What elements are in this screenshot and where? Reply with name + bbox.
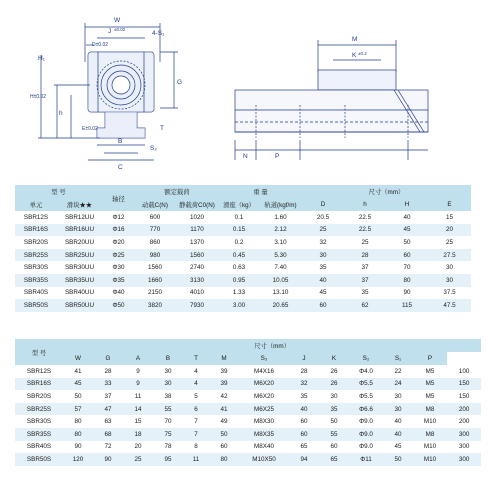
table-cell: 35 (344, 287, 386, 300)
table-cell: 0.15 (219, 224, 259, 237)
table-cell: M8 (413, 403, 447, 416)
table-row (15, 261, 471, 274)
table-row (15, 236, 471, 249)
table-cell: 300 (447, 428, 481, 441)
table-cell: 4 (183, 365, 209, 378)
table-cell: 980 (135, 249, 175, 262)
label-E-tol: E±0.02 (82, 126, 98, 132)
table-cell: 22.5 (344, 224, 386, 237)
table-cell: 37 (344, 261, 386, 274)
table-cell: SBR16UU (57, 224, 102, 237)
table-cell: Φ9.0 (349, 441, 383, 454)
table-row (15, 365, 481, 378)
table-cell: M4X16 (239, 365, 289, 378)
table-cell: SBR12UU (57, 211, 102, 224)
table-cell: 15 (428, 211, 471, 224)
table2-header-row1 (15, 339, 481, 352)
table-cell: 26 (319, 378, 349, 391)
table-row (15, 403, 481, 416)
table-cell: 26 (319, 365, 349, 378)
table-row (15, 299, 471, 312)
spec-table-load (15, 185, 471, 312)
table-cell: SBR40UU (57, 287, 102, 300)
table-cell: M6X25 (239, 403, 289, 416)
label-G: G (177, 79, 183, 86)
table-cell: 28 (344, 249, 386, 262)
table-cell: 100 (447, 365, 481, 378)
table-cell: 78 (153, 441, 183, 454)
table-cell: 40 (383, 428, 413, 441)
table-cell: 39 (209, 365, 239, 378)
table-cell: 11 (183, 453, 209, 466)
table-cell: 200 (447, 415, 481, 428)
table-cell: 80 (63, 415, 93, 428)
table-cell: Φ40 (102, 287, 135, 300)
table-cell: 95 (153, 453, 183, 466)
header-h: h (344, 198, 386, 211)
table-cell: M8 (413, 428, 447, 441)
table-cell: 90 (93, 453, 123, 466)
label-W: W (114, 17, 121, 24)
table-cell: SBR50UU (57, 299, 102, 312)
table-cell: 25 (123, 453, 153, 466)
table-cell: Φ35 (102, 274, 135, 287)
table-cell: 60 (386, 249, 428, 262)
table-cell: 6 (183, 403, 209, 416)
table-cell: 20 (428, 224, 471, 237)
table-cell: 1660 (135, 274, 175, 287)
table-cell: 60 (289, 415, 319, 428)
label-h: h (59, 110, 63, 117)
table-cell: SBR12S (15, 365, 63, 378)
table-cell: SBR20UU (57, 236, 102, 249)
table-cell: 68 (93, 428, 123, 441)
table-cell: 24 (383, 378, 413, 391)
side-view (235, 40, 428, 160)
table-cell: 47.5 (428, 299, 471, 312)
header-dyn-load: 动载C(N) (135, 198, 175, 211)
table-cell: 32 (289, 378, 319, 391)
table-cell: M10 (413, 453, 447, 466)
table-cell: SBR50S (15, 453, 63, 466)
label-N: N (243, 153, 248, 160)
table-cell: 7930 (175, 299, 219, 312)
table-cell: M8X35 (239, 428, 289, 441)
table-cell: 45 (386, 224, 428, 237)
table1-header-row1 (15, 185, 471, 198)
table-cell: 3130 (175, 274, 219, 287)
table-cell: 30 (428, 261, 471, 274)
table-cell: Φ9.0 (349, 415, 383, 428)
header-slide-weight: 滑座（kg） (219, 198, 259, 211)
table-cell: 47 (93, 403, 123, 416)
table-cell: 15 (123, 415, 153, 428)
header-block: 滑块★★ (57, 198, 102, 211)
table-cell: M6X20 (239, 390, 289, 403)
table-cell: M5 (413, 390, 447, 403)
table-cell: 37 (344, 274, 386, 287)
table-cell: 60 (319, 441, 349, 454)
table-cell: Φ6.6 (349, 403, 383, 416)
table-cell: 45 (383, 441, 413, 454)
table-cell: 35 (319, 403, 349, 416)
table-cell: 35 (289, 390, 319, 403)
header-D: D (302, 198, 344, 211)
header-cell: S₃ (239, 352, 289, 365)
header-unit: 单元 (15, 198, 57, 211)
table-cell: 13.10 (259, 287, 302, 300)
table-cell: 30 (153, 378, 183, 391)
header-shaft: 轴径 (102, 185, 135, 211)
table-cell: 11 (123, 390, 153, 403)
table-cell: 770 (135, 224, 175, 237)
table-cell: 1020 (175, 211, 219, 224)
header-static-load: 静载荷C0(N) (175, 198, 219, 211)
table-cell: 4 (183, 378, 209, 391)
table-cell: Φ11 (349, 453, 383, 466)
table-row (15, 415, 481, 428)
header-rated-load: 额定载荷 (135, 185, 219, 198)
table-cell: Φ25 (102, 249, 135, 262)
table-cell: SBR20S (15, 236, 57, 249)
header-cell: S₁ (383, 352, 413, 365)
table-cell: SBR30S (15, 261, 57, 274)
header-rail-weight: 轨道(kgf/m) (259, 198, 302, 211)
header-cell: K (319, 352, 349, 365)
table-cell: 20 (123, 441, 153, 454)
table-cell: 90 (63, 441, 93, 454)
table-cell: 0.1 (219, 211, 259, 224)
table-cell: 1.60 (259, 211, 302, 224)
table-cell: 150 (447, 390, 481, 403)
table-cell: 60 (289, 428, 319, 441)
table-cell: 5.30 (259, 249, 302, 262)
table-cell: 32 (302, 236, 344, 249)
table-row (15, 274, 471, 287)
table-cell: 42 (209, 390, 239, 403)
table-cell: 25 (344, 236, 386, 249)
table-cell: 30 (302, 249, 344, 262)
table-cell: 65 (289, 441, 319, 454)
header-cell: S₂ (349, 352, 383, 365)
table-cell: SBR35S (15, 428, 63, 441)
label-M: M (352, 36, 358, 43)
table-cell: 20.65 (259, 299, 302, 312)
table-cell: 3.10 (259, 236, 302, 249)
table-cell: 39 (209, 378, 239, 391)
header-cell: B (153, 352, 183, 365)
header-cell: W (63, 352, 93, 365)
table-cell: 2150 (135, 287, 175, 300)
table-cell: 37 (93, 390, 123, 403)
table-row (15, 224, 471, 237)
table-cell: 0.95 (219, 274, 259, 287)
table-cell: SBR16S (15, 378, 63, 391)
table-cell: 49 (209, 415, 239, 428)
label-J: J (108, 28, 112, 35)
table-cell: 60 (302, 299, 344, 312)
table-cell: 40 (302, 274, 344, 287)
label-B: B (118, 138, 123, 145)
table-cell: 90 (386, 287, 428, 300)
table-cell: Φ5.5 (349, 378, 383, 391)
table-cell: 63 (93, 415, 123, 428)
label-J-tol: ±0.02 (114, 27, 126, 32)
table-row (15, 211, 471, 224)
table-cell: 25 (302, 224, 344, 237)
table-cell: 55 (319, 428, 349, 441)
table-cell: 30 (428, 274, 471, 287)
table-cell: 30 (383, 390, 413, 403)
table-row (15, 378, 481, 391)
table-cell: 2740 (175, 261, 219, 274)
table-cell: 45 (63, 378, 93, 391)
table-cell: 7.40 (259, 261, 302, 274)
table-cell: SBR40S (15, 441, 63, 454)
table-cell: 5 (183, 390, 209, 403)
table-cell: 115 (386, 299, 428, 312)
header-H: H (386, 198, 428, 211)
table-cell: M10 (413, 441, 447, 454)
table-cell: 1.33 (219, 287, 259, 300)
table-cell: 50 (319, 415, 349, 428)
table-cell: 50 (209, 428, 239, 441)
table-cell: 45 (302, 287, 344, 300)
table-cell: SBR35UU (57, 274, 102, 287)
table-cell: 38 (153, 390, 183, 403)
table-cell: SBR30S (15, 415, 63, 428)
table-row (15, 441, 481, 454)
table-cell: M5 (413, 365, 447, 378)
table-cell: 150 (447, 378, 481, 391)
table-cell: 860 (135, 236, 175, 249)
table-cell: 1560 (135, 261, 175, 274)
table-cell: 40 (289, 403, 319, 416)
table-cell: 28 (93, 365, 123, 378)
table-cell: 3820 (135, 299, 175, 312)
table-cell: Φ50 (102, 299, 135, 312)
table-cell: SBR25S (15, 249, 57, 262)
table-cell: Φ4.0 (349, 365, 383, 378)
table-cell: 25 (428, 236, 471, 249)
table-cell: 9 (123, 378, 153, 391)
label-K: K (352, 52, 357, 59)
table-cell: 22 (383, 365, 413, 378)
table-cell: 30 (153, 365, 183, 378)
header-cell: T (183, 352, 209, 365)
table2-header-row2 (15, 352, 481, 365)
header-model: 型 号 (15, 339, 63, 365)
header-cell: A (123, 352, 153, 365)
table-cell: 300 (447, 441, 481, 454)
table-cell: 7 (183, 415, 209, 428)
table-cell: 70 (386, 261, 428, 274)
table-cell: 2.12 (259, 224, 302, 237)
table-cell: 33 (93, 378, 123, 391)
table-row (15, 453, 481, 466)
table-cell: M5 (413, 378, 447, 391)
table-cell: 55 (153, 403, 183, 416)
table-cell: SBR12S (15, 211, 57, 224)
table-cell: Φ5.5 (349, 390, 383, 403)
table-cell: SBR30UU (57, 261, 102, 274)
table-cell: 40 (383, 415, 413, 428)
table-cell: 7 (183, 428, 209, 441)
table-cell: 28 (289, 365, 319, 378)
table-cell: M8X40 (239, 441, 289, 454)
table-cell: Φ9.0 (349, 428, 383, 441)
table-cell: 41 (63, 365, 93, 378)
header-model: 型 号 (15, 185, 102, 198)
table-cell: SBR40S (15, 287, 57, 300)
table-cell: 50 (383, 453, 413, 466)
table-cell: 60 (209, 441, 239, 454)
table-cell: Φ12 (102, 211, 135, 224)
header-E: E (428, 198, 471, 211)
table-cell: M10X50 (239, 453, 289, 466)
table-cell: 1560 (175, 249, 219, 262)
table-row (15, 428, 481, 441)
table-cell: 65 (319, 453, 349, 466)
table-cell: M10 (413, 415, 447, 428)
header-dims: 尺寸（mm） (302, 185, 471, 198)
table-cell: 0.45 (219, 249, 259, 262)
table-cell: 300 (447, 453, 481, 466)
table-cell: 10.05 (259, 274, 302, 287)
table-row (15, 249, 471, 262)
table-cell: 37.5 (428, 287, 471, 300)
table-cell: 50 (63, 390, 93, 403)
table-cell: 14 (123, 403, 153, 416)
table-cell: M8X30 (239, 415, 289, 428)
table-cell: 18 (123, 428, 153, 441)
header-cell: M (209, 352, 239, 365)
table-cell: SBR16S (15, 224, 57, 237)
table-cell: 1370 (175, 236, 219, 249)
table-cell: 27.5 (428, 249, 471, 262)
table1-header-row2 (15, 198, 471, 211)
table-cell: Φ20 (102, 236, 135, 249)
table-cell: 22.5 (344, 211, 386, 224)
table-cell: SBR20S (15, 390, 63, 403)
table-cell: 0.2 (219, 236, 259, 249)
table-row (15, 287, 471, 300)
label-H-tol: H±0.02 (30, 94, 47, 100)
header-cell: J (289, 352, 319, 365)
table-cell: 20.5 (302, 211, 344, 224)
header-weight: 重 量 (219, 185, 302, 198)
table-cell: 4010 (175, 287, 219, 300)
label-S2: S₂ (150, 145, 157, 152)
header-dims: 尺寸（mm） (63, 339, 481, 352)
label-K-tol: ±0.2 (358, 51, 367, 56)
table-cell: 72 (93, 441, 123, 454)
table-cell: 75 (153, 428, 183, 441)
table-cell: 200 (447, 403, 481, 416)
table-cell: 62 (344, 299, 386, 312)
table-cell: 3.00 (219, 299, 259, 312)
table-cell: 1170 (175, 224, 219, 237)
label-C: C (118, 164, 123, 171)
table-cell: Φ16 (102, 224, 135, 237)
table-cell: SBR25S (15, 403, 63, 416)
table-cell: 8 (183, 441, 209, 454)
header-cell: P (413, 352, 447, 365)
table-row (15, 390, 481, 403)
table-cell: 80 (63, 428, 93, 441)
table-cell: 70 (153, 415, 183, 428)
table-cell: 57 (63, 403, 93, 416)
table-cell: 40 (386, 211, 428, 224)
table-cell: 600 (135, 211, 175, 224)
table-cell: Φ30 (102, 261, 135, 274)
label-T: T (160, 125, 164, 132)
label-H1: H₁ (38, 55, 45, 62)
technical-drawing (0, 0, 488, 178)
table-cell: 35 (302, 261, 344, 274)
table-cell: SBR25UU (57, 249, 102, 262)
table-cell: 9 (123, 365, 153, 378)
table-cell: 80 (386, 274, 428, 287)
table-cell: SBR35S (15, 274, 57, 287)
label-S1: 4-S₁ (152, 30, 165, 37)
spec-table-dimensions (15, 339, 481, 466)
table-cell: 94 (289, 453, 319, 466)
table-cell: 30 (383, 403, 413, 416)
label-P: P (275, 153, 280, 160)
table-cell: 41 (209, 403, 239, 416)
header-cell: G (93, 352, 123, 365)
label-D-tol: D±0.02 (92, 42, 109, 48)
table-cell: M6X20 (239, 378, 289, 391)
table-cell: 120 (63, 453, 93, 466)
table-cell: SBR50S (15, 299, 57, 312)
table-cell: 80 (209, 453, 239, 466)
table-cell: 0.63 (219, 261, 259, 274)
table-cell: 50 (386, 236, 428, 249)
table-cell: 30 (319, 390, 349, 403)
